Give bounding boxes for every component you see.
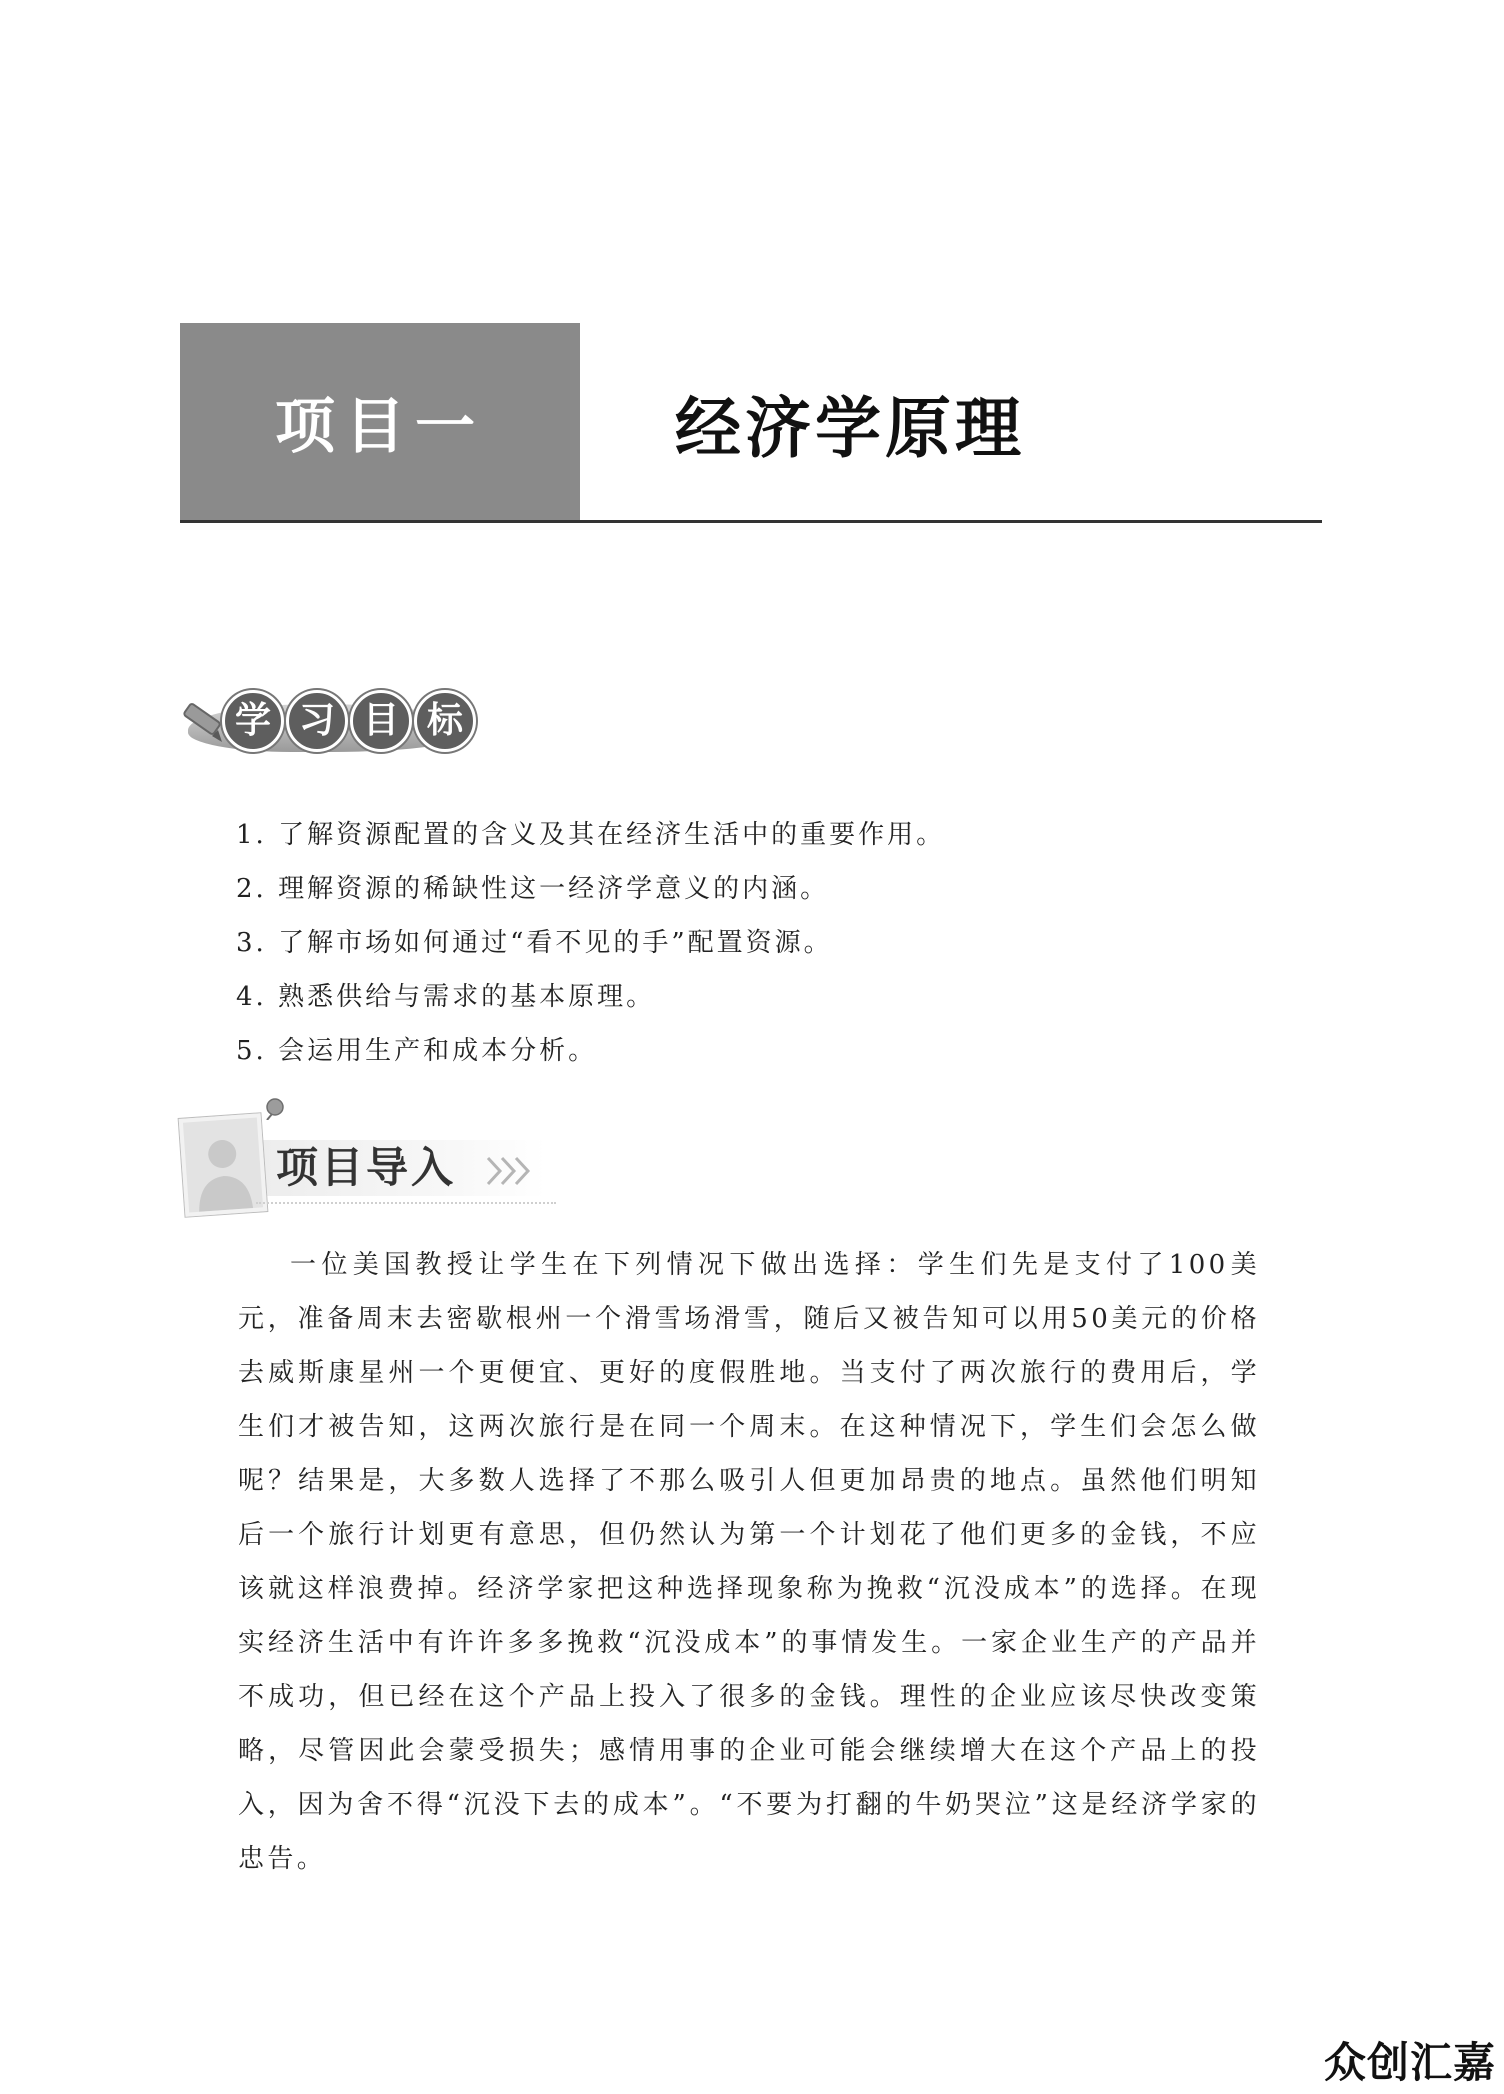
badge-char: 目 bbox=[350, 690, 412, 752]
objective-item: 5. 会运用生产和成本分析。 bbox=[236, 1036, 598, 1066]
intro-dotted-rule bbox=[256, 1202, 556, 1206]
project-intro-header bbox=[176, 1098, 556, 1208]
badge-char: 习 bbox=[286, 690, 348, 752]
learning-objectives-badge bbox=[178, 686, 478, 756]
badge-char: 标 bbox=[414, 690, 476, 752]
chapter-title: 经济学原理 bbox=[675, 389, 1025, 467]
chapter-number: 项目一 bbox=[275, 392, 485, 462]
objective-item: 1. 了解资源配置的含义及其在经济生活中的重要作用。 bbox=[236, 820, 946, 850]
objectives-list bbox=[236, 808, 1236, 1078]
pushpin-icon bbox=[264, 1098, 286, 1120]
objective-item: 2. 理解资源的稀缺性这一经济学意义的内涵。 bbox=[236, 874, 830, 904]
chevrons-right-icon bbox=[484, 1154, 540, 1188]
photo-frame-icon bbox=[179, 1113, 268, 1216]
badge-char: 学 bbox=[222, 690, 284, 752]
pencil-icon bbox=[178, 696, 228, 746]
objective-item: 4. 熟悉供给与需求的基本原理。 bbox=[236, 982, 656, 1012]
intro-heading: 项目导入 bbox=[276, 1143, 457, 1192]
chapter-divider bbox=[180, 520, 1322, 523]
intro-paragraph: 一位美国教授让学生在下列情况下做出选择：学生们先是支付了100美元，准备周末去密歇根州一个滑雪场滑雪，随后又被告知可以用50美元的价格去威斯康星州一个更便宜、更好的度假胜地。当支付了两次旅行的费用后，学生们才被告知，这两次旅行是在同一个周末。在这种情况下，学生们会怎么做呢？结果是，大多数人选择了不那么吸引人但更加昂贵的地点。虽然他们明知后一个旅行计划更有意思，但仍然认为第一个计划花了他们更多的金钱，不应该就这样浪费掉。经济学家把这种选择现象称为挽救“沉没成本”的选择。在现实经济生活中有许许多多挽救“沉没成本”的事情发生。一家企业生产的产品并不成功，但已经在这个产品上投入了很多的金钱。理性的企业应该尽快改变策略，尽管因此会蒙受损失；感情用事的企业可能会继续增大在这个产品上的投入，因为舍不得“沉没下去的成本”。“不要为打翻的牛奶哭泣”这是经济学家的忠告。 bbox=[238, 1250, 1260, 1874]
objective-item: 3. 了解市场如何通过“看不见的手”配置资源。 bbox=[236, 928, 833, 958]
watermark-logo: 众创汇嘉 bbox=[1323, 2038, 1496, 2087]
